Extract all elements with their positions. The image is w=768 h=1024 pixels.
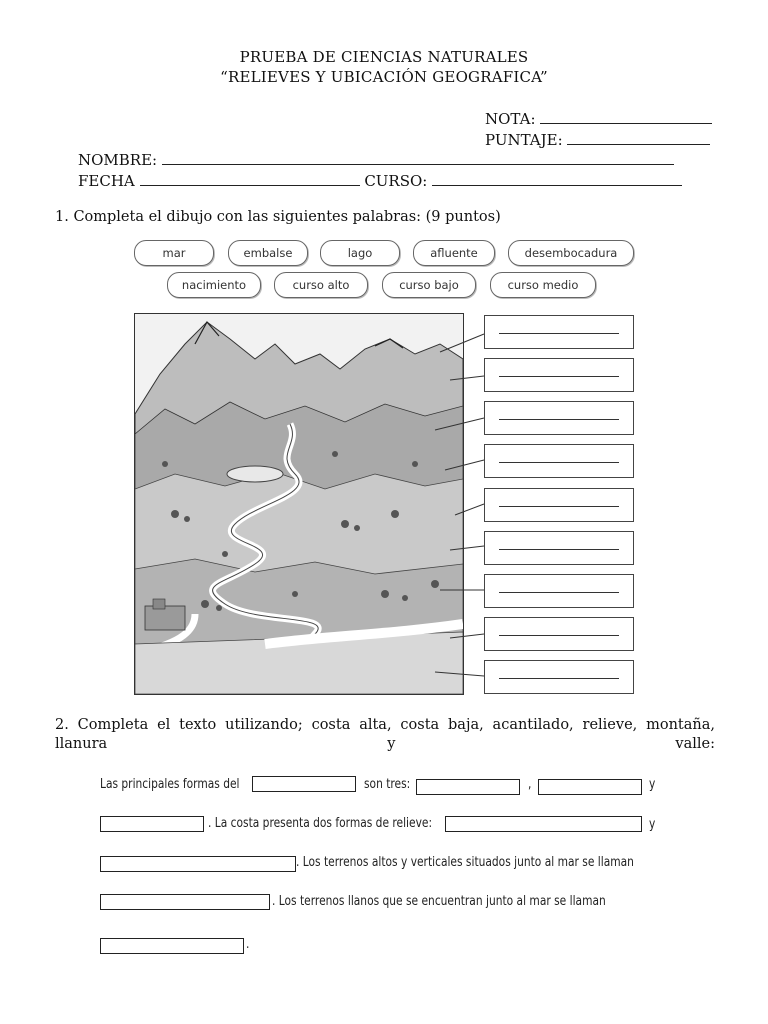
word-pill-embalse: embalse xyxy=(228,240,308,266)
text-line-4: . Los terrenos llanos que se encuentran junto al mar se llaman xyxy=(272,894,606,909)
nombre-row xyxy=(78,151,674,169)
question-2-prompt: 2. Completa el texto utilizando; costa alta, costa baja, acantilado, relieve, montaña, llanura y valle: xyxy=(55,717,715,752)
puntaje-row xyxy=(485,131,710,149)
word-pill-lago: lago xyxy=(320,240,400,266)
text-line-3: . Los terrenos altos y verticales situados junto al mar se llaman xyxy=(296,855,634,870)
blank-1[interactable] xyxy=(252,776,356,792)
answer-box-4[interactable] xyxy=(484,444,634,478)
word-pill-curso-alto: curso alto xyxy=(274,272,368,298)
river-landscape-image xyxy=(134,313,464,695)
puntaje-field[interactable] xyxy=(567,132,710,145)
word-pill-curso-bajo: curso bajo xyxy=(382,272,476,298)
curso-field[interactable] xyxy=(432,173,682,186)
puntaje-label: PUNTAJE: xyxy=(485,131,563,149)
answer-box-8[interactable] xyxy=(484,617,634,651)
blank-5[interactable] xyxy=(445,816,642,832)
nombre-label: NOMBRE: xyxy=(78,151,158,169)
text-line-1c: , xyxy=(528,777,532,792)
page-title: PRUEBA DE CIENCIAS NATURALES xyxy=(239,48,529,66)
answer-box-3[interactable] xyxy=(484,401,634,435)
nota-row xyxy=(485,110,712,128)
blank-7[interactable] xyxy=(100,894,270,910)
answer-box-9[interactable] xyxy=(484,660,634,694)
text-line-1a: Las principales formas del xyxy=(100,777,240,792)
answer-box-6[interactable] xyxy=(484,531,634,565)
nota-field[interactable] xyxy=(540,111,712,124)
text-line-5: . xyxy=(246,937,250,952)
answer-box-5[interactable] xyxy=(484,488,634,522)
text-line-1b: son tres: xyxy=(364,777,411,792)
nota-label: NOTA: xyxy=(485,110,536,128)
word-pill-desembocadura: desembocadura xyxy=(508,240,634,266)
word-pill-afluente: afluente xyxy=(413,240,495,266)
pointer-lines xyxy=(420,320,490,700)
text-line-2b: y xyxy=(649,817,656,832)
answer-box-1[interactable] xyxy=(484,315,634,349)
fecha-curso-row xyxy=(78,172,682,190)
blank-6[interactable] xyxy=(100,856,296,872)
word-pill-nacimiento: nacimiento xyxy=(167,272,261,298)
blank-2[interactable] xyxy=(416,779,520,795)
blank-8[interactable] xyxy=(100,938,244,954)
answer-box-2[interactable] xyxy=(484,358,634,392)
text-line-2a: . La costa presenta dos formas de relieve: xyxy=(208,816,433,831)
text-line-1d: y xyxy=(649,777,656,792)
page-subtitle: “RELIEVES Y UBICACIÓN GEOGRAFICA” xyxy=(220,68,548,86)
word-pill-curso-medio: curso medio xyxy=(490,272,596,298)
answer-box-7[interactable] xyxy=(484,574,634,608)
blank-4[interactable] xyxy=(100,816,204,832)
fecha-field[interactable] xyxy=(140,173,360,186)
nombre-field[interactable] xyxy=(162,152,674,165)
question-1-prompt: 1. Completa el dibujo con las siguientes palabras: (9 puntos) xyxy=(55,209,501,225)
question-2-prompt-line1 xyxy=(55,716,715,754)
blank-3[interactable] xyxy=(538,779,642,795)
curso-label: CURSO: xyxy=(364,172,428,190)
word-pill-mar: mar xyxy=(134,240,214,266)
fecha-label: FECHA xyxy=(78,172,135,190)
